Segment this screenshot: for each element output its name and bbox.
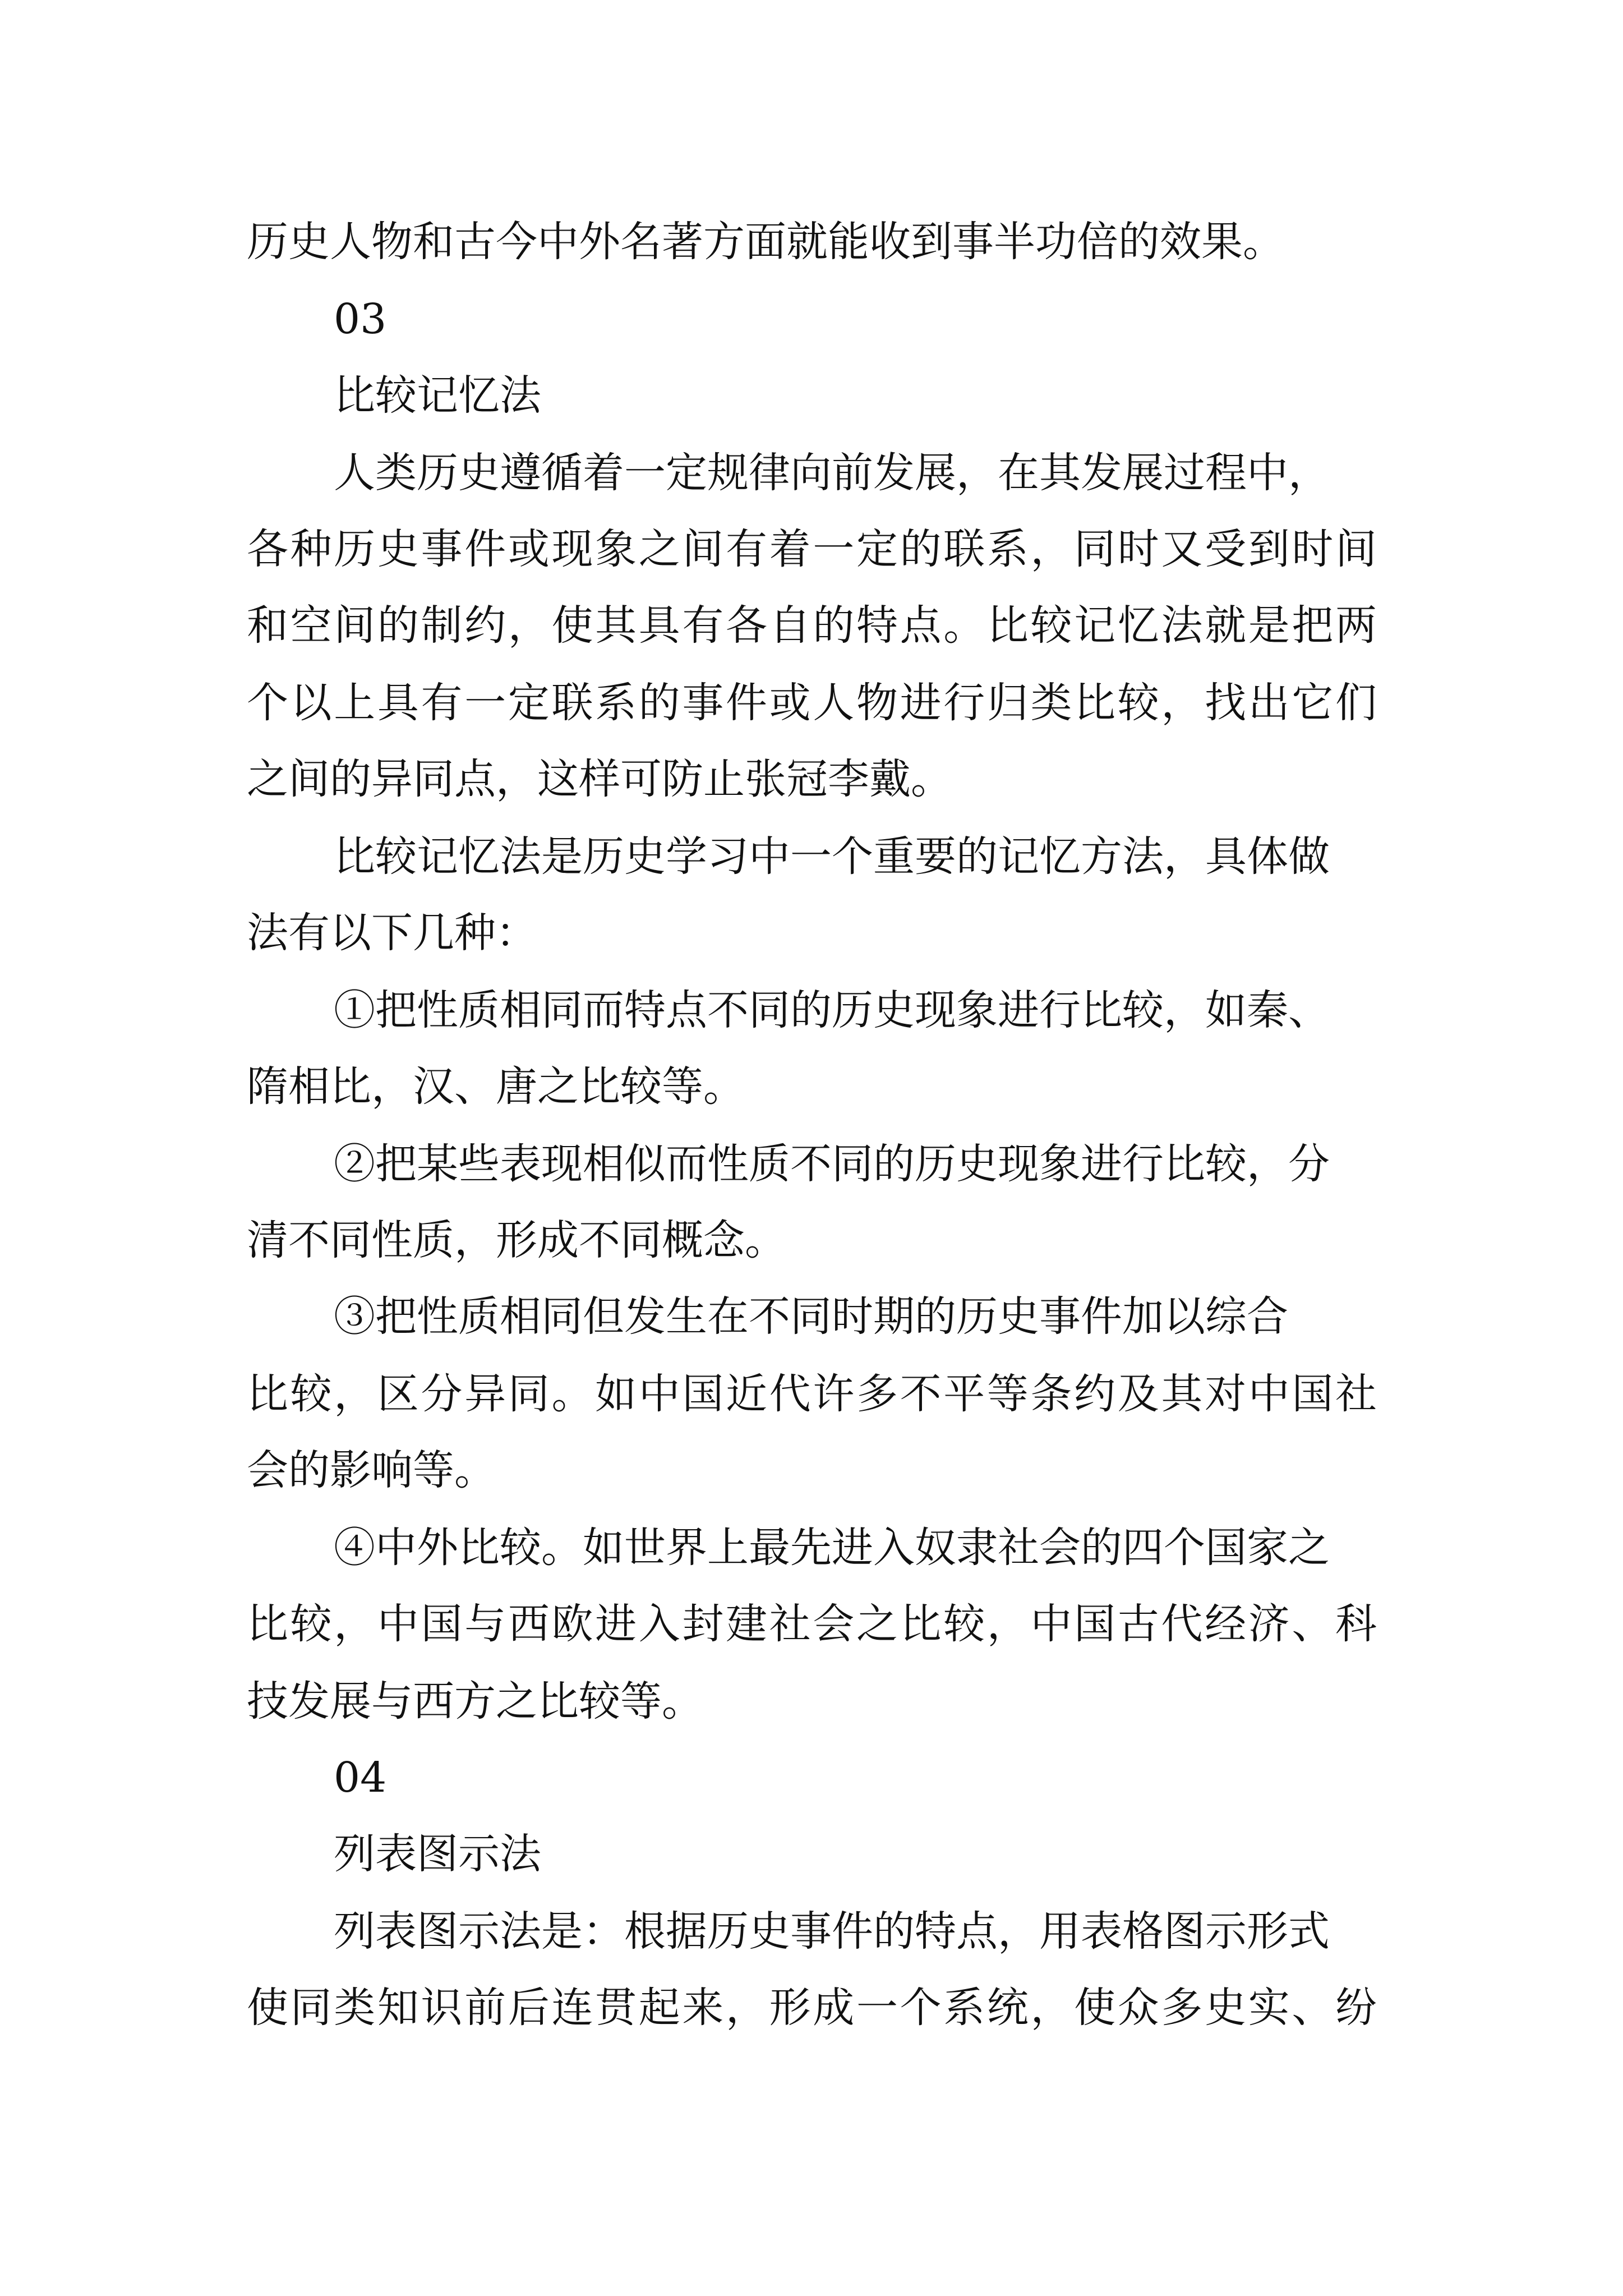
list-item-4: ④中外比较。如世界上最先进入奴隶社会的四个国家之 bbox=[334, 1524, 1330, 1572]
list-item-3: ③把性质相同但发生在不同时期的历史事件加以综合 bbox=[334, 1292, 1288, 1341]
paragraph-line: 会的影响等。 bbox=[247, 1446, 496, 1494]
section-number: 04 bbox=[334, 1754, 387, 1802]
section-heading: 比较记忆法 bbox=[334, 371, 541, 420]
paragraph-line: 各种历史事件或现象之间有着一定的联系，同时又受到时间 bbox=[247, 525, 1377, 573]
paragraph-line: 历史人物和古今中外名著方面就能收到事半功倍的效果。 bbox=[247, 218, 1284, 266]
paragraph-line: 比较，区分异同。如中国近代许多不平等条约及其对中国社 bbox=[247, 1370, 1377, 1418]
section-number: 03 bbox=[334, 295, 387, 343]
paragraph-line: 技发展与西方之比较等。 bbox=[247, 1677, 703, 1726]
paragraph-line: 之间的异同点，这样可防止张冠李戴。 bbox=[247, 755, 952, 803]
paragraph-line: 和空间的制约，使其具有各自的特点。比较记忆法就是把两 bbox=[247, 601, 1377, 650]
paragraph-line: 使同类知识前后连贯起来，形成一个系统，使众多史实、纷 bbox=[247, 1984, 1377, 2032]
paragraph-line: 比较记忆法是历史学习中一个重要的记忆方法，具体做 bbox=[334, 832, 1330, 881]
paragraph-line: 列表图示法是：根据历史事件的特点，用表格图示形式 bbox=[334, 1907, 1330, 1955]
paragraph-line: 隋相比，汉、唐之比较等。 bbox=[247, 1062, 745, 1111]
paragraph-line: 比较，中国与西欧进入封建社会之比较，中国古代经济、科 bbox=[247, 1600, 1377, 1648]
paragraph-line: 清不同性质，形成不同概念。 bbox=[247, 1216, 786, 1264]
paragraph-line: 人类历史遵循着一定规律向前发展，在其发展过程中， bbox=[334, 449, 1330, 497]
paragraph-line: 法有以下几种： bbox=[247, 909, 537, 957]
section-heading: 列表图示法 bbox=[334, 1830, 541, 1878]
list-item-1: ①把性质相同而特点不同的历史现象进行比较，如秦、 bbox=[334, 986, 1330, 1034]
paragraph-line: 个以上具有一定联系的事件或人物进行归类比较，找出它们 bbox=[247, 679, 1377, 727]
list-item-2: ②把某些表现相似而性质不同的历史现象进行比较，分 bbox=[334, 1140, 1330, 1188]
